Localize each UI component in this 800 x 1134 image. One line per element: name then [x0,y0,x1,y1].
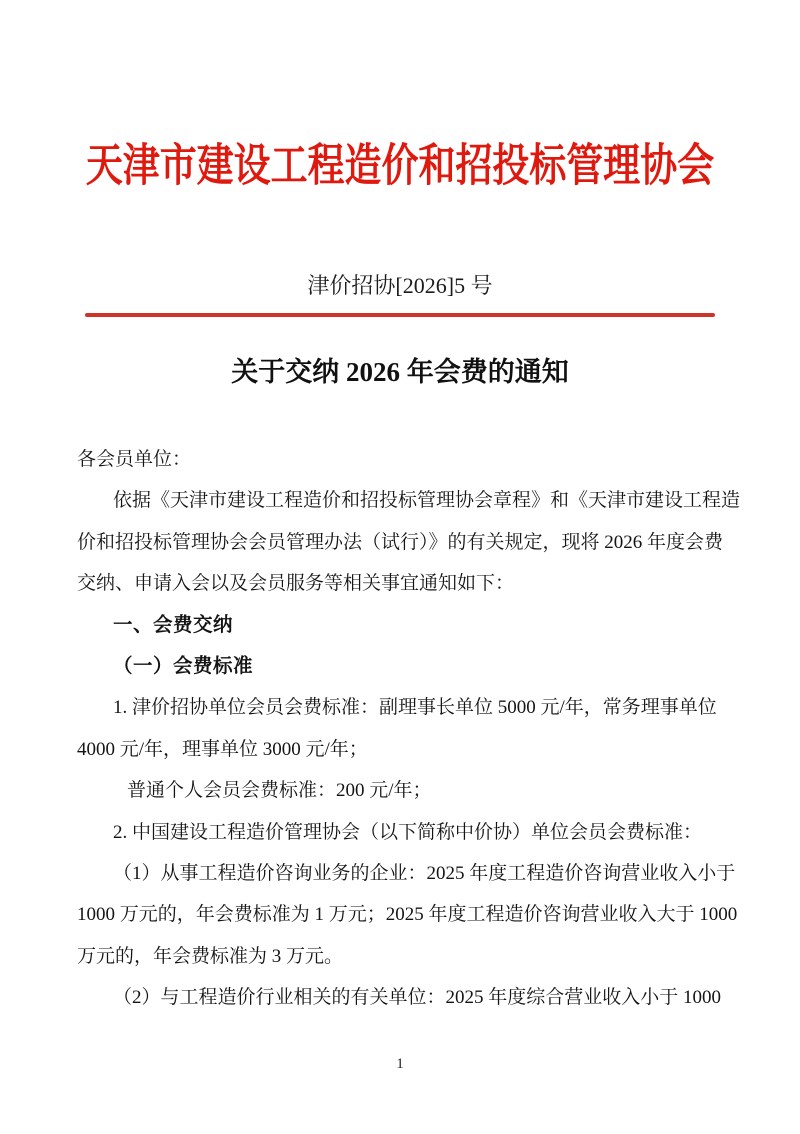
document-number: 津价招协[2026]5 号 [307,273,493,298]
body-line: 价和招投标管理协会会员管理办法（试行）》的有关规定，现将 2026 年度会费 [77,531,724,553]
notice-title: 关于交纳 2026 年会费的通知 [231,357,569,387]
body-line: 普通个人会员会费标准：200 元/年； [127,780,432,802]
body-line: 交纳、申请入会以及会员服务等相关事宜通知如下： [77,573,515,595]
association-name-title: 天津市建设工程造价和招投标管理协会 [85,140,715,191]
section-heading-fees: 一、会费交纳 [113,613,234,636]
page-number: 1 [396,1056,404,1072]
body-line: 万元的，年会费标准为 3 万元。 [77,945,344,967]
notice-body [77,439,747,1018]
body-line: （1）从事工程造价咨询业务的企业：2025 年度工程造价咨询营业收入小于 [113,862,736,884]
body-line: （2）与工程造价行业相关的有关单位：2025 年度综合营业收入小于 1000 [113,987,722,1009]
red-divider-rule [85,313,715,317]
salutation-line: 各会员单位： [77,449,192,470]
letterhead [0,138,800,198]
body-line: 4000 元/年，理事单位 3000 元/年； [77,738,368,760]
body-line: 依据《天津市建设工程造价和招投标管理协会章程》和《天津市建设工程造 [113,490,741,512]
body-line: 1000 万元的，年会费标准为 1 万元；2025 年度工程造价咨询营业收入大于 1000 [77,904,738,926]
body-line: 2. 中国建设工程造价管理协会（以下简称中价协）单位会员会费标准： [113,821,703,843]
subsection-heading-standards: （一）会费标准 [113,654,254,677]
body-line: 1. 津价招协单位会员会费标准：副理事长单位 5000 元/年，常务理事单位 [113,697,717,719]
